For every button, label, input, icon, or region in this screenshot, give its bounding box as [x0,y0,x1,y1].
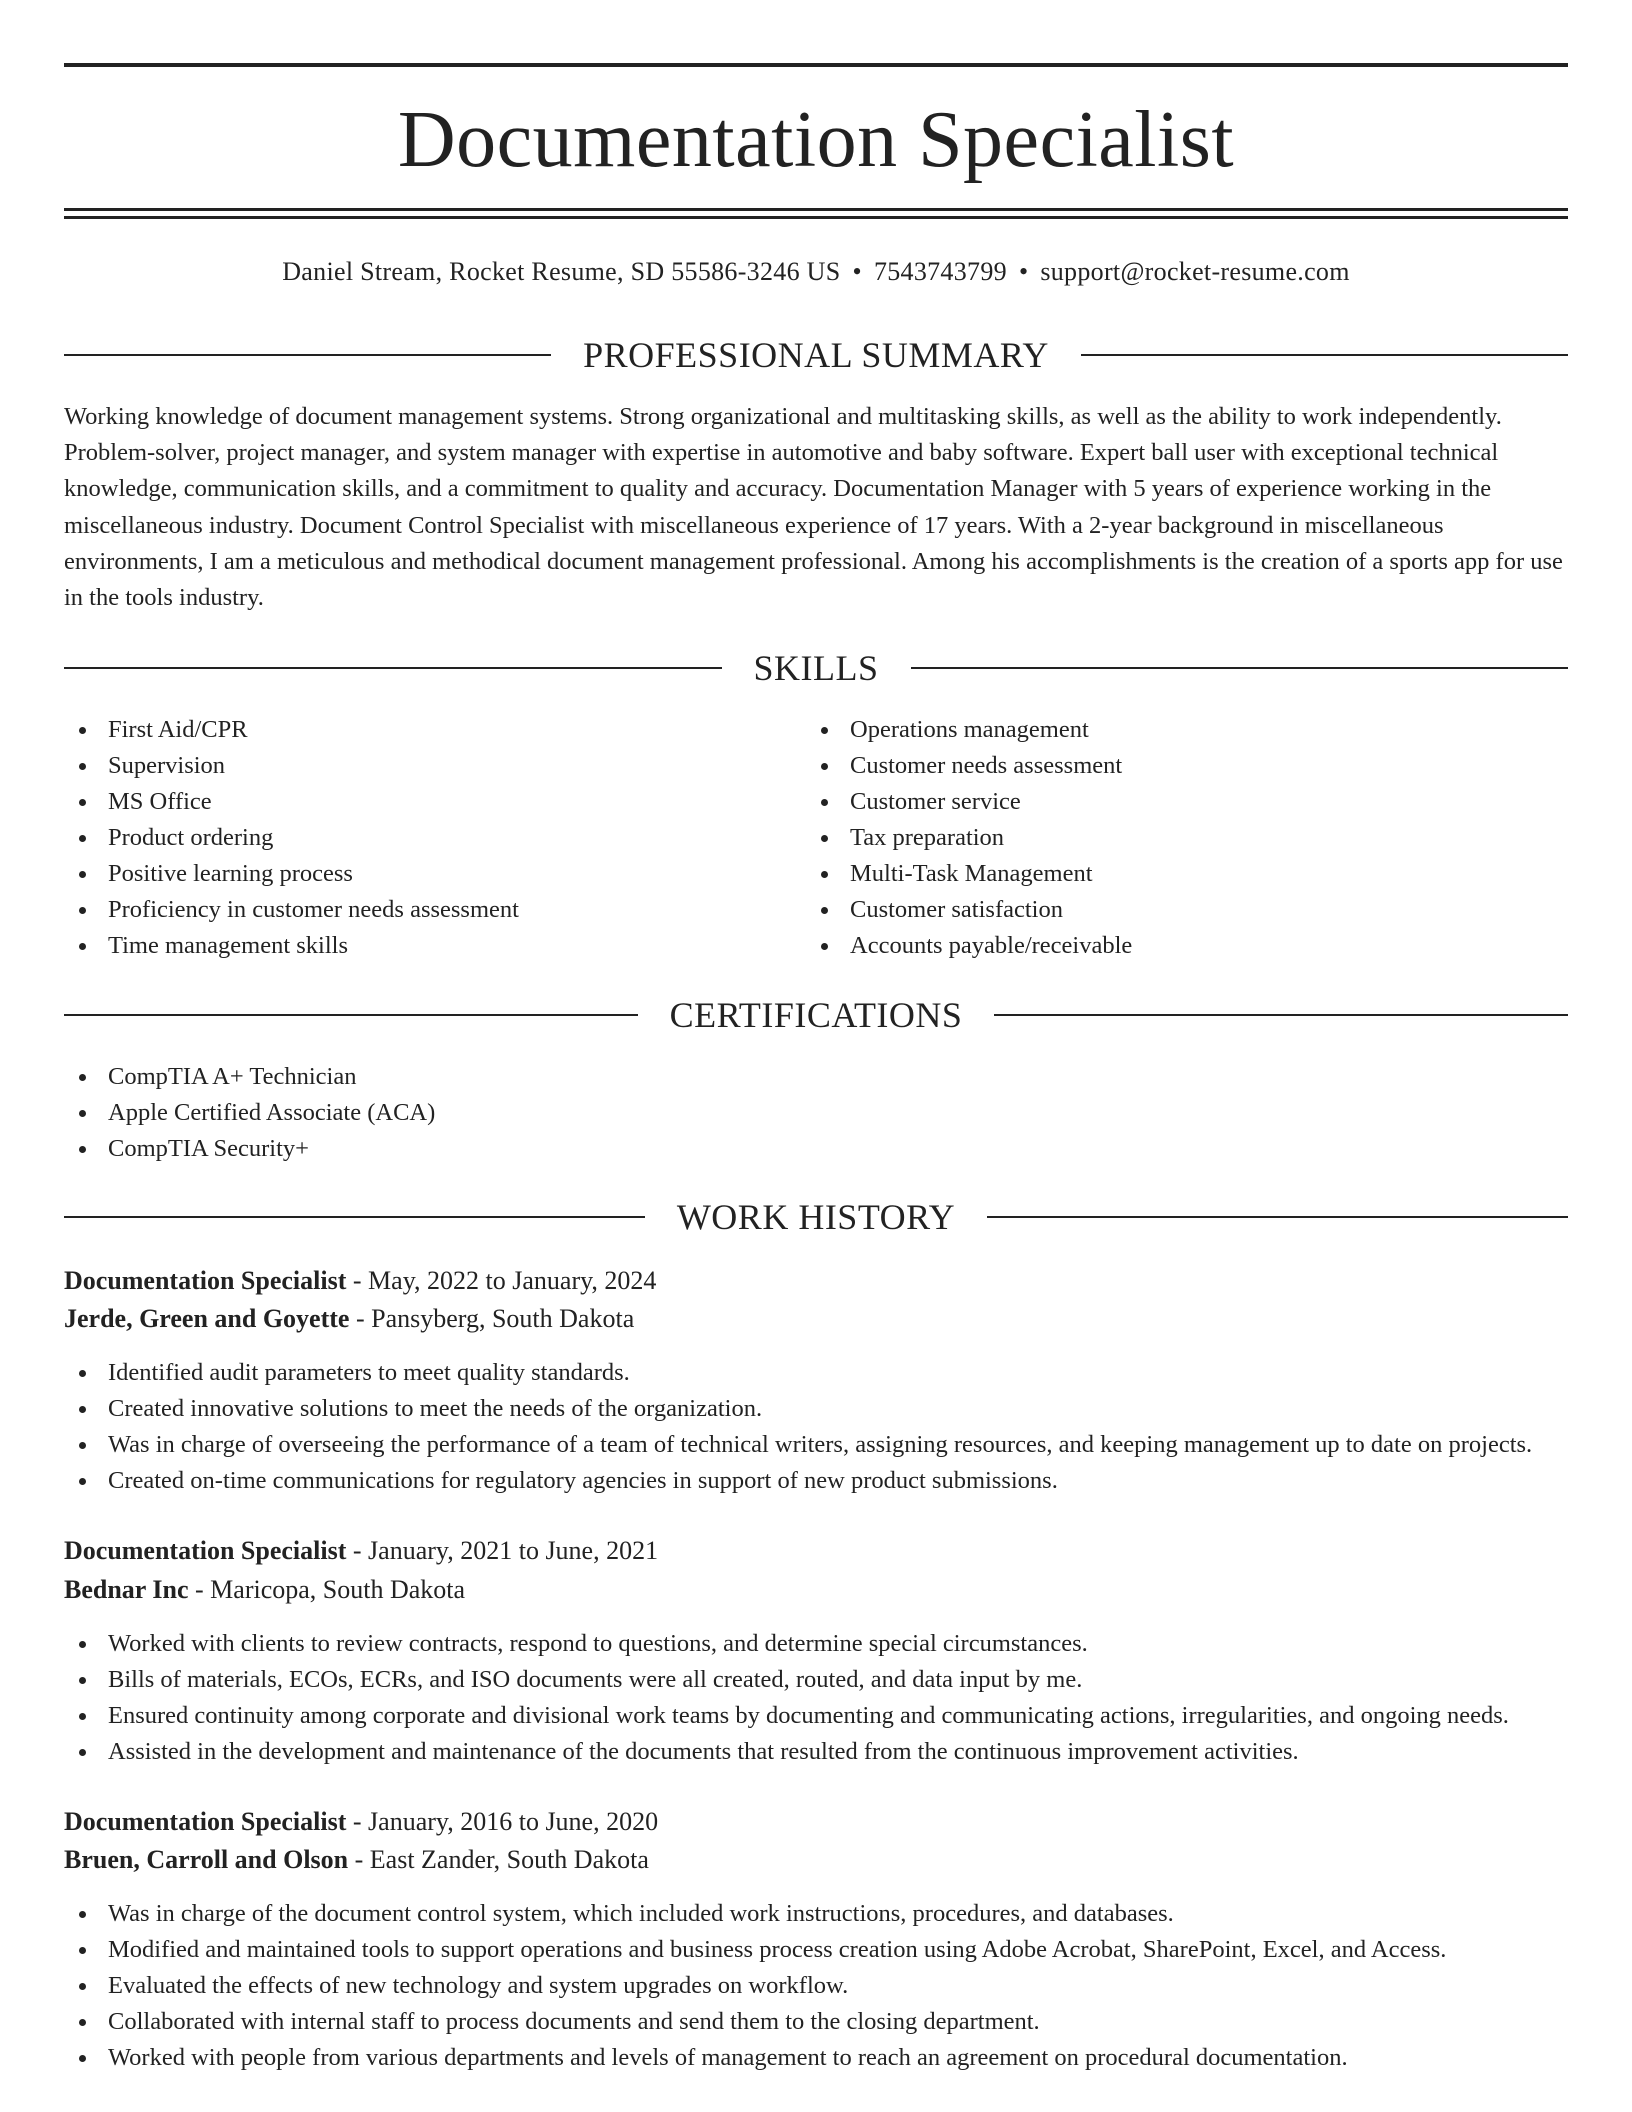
list-item: First Aid/CPR [64,712,764,748]
list-item: Created on-time communications for regulatory agencies in support of new product submissions. [64,1463,1604,1499]
job-duties-list [64,1355,1604,1499]
job-title: Documentation Specialist [64,1536,347,1565]
contact-line [64,254,1568,290]
section-rule [64,1216,645,1218]
job-company-line [64,1841,649,1879]
list-item: Collaborated with internal staff to process documents and send them to the closing department. [64,2004,1604,2040]
summary-text: Working knowledge of document management systems. Strong organizational and multitasking skills, as well as the ability to work independently. Problem-solver, project manager, and system manager with expertise in automotive and baby software. Expert ball user with exceptional technical knowledge, communication skills, and a commitment to quality and accuracy. Documentation Manager with 5 years of experience working in the miscellaneous industry. Document Control Specialist with miscellaneous experience of 17 years. With a 2-year background in miscellaneous environments, I am a meticulous and methodical document management professional. Among his accomplishments is the creation of a sports app for use in the tools industry. [64,403,1563,612]
contact-phone: 7543743799 [873,257,1007,286]
list-item: Bills of materials, ECOs, ECRs, and ISO documents were all created, routed, and data input by me. [64,1662,1604,1698]
list-item: Tax preparation [806,820,1506,856]
list-item: Was in charge of the document control system, which included work instructions, procedures, and databases. [64,1896,1604,1932]
section-heading-certifications [64,990,1568,1040]
job-company: Bruen, Carroll and Olson [64,1845,349,1874]
section-rule [994,1014,1568,1016]
contact-separator: • [852,257,862,286]
section-rule [64,667,722,669]
job-company: Jerde, Green and Goyette [64,1304,350,1333]
job-title-line [64,1803,658,1841]
list-item: Accounts payable/receivable [806,928,1506,964]
section-title: WORK HISTORY [676,1197,956,1237]
list-item: Operations management [806,712,1506,748]
header-bottom-rule [64,208,1568,211]
job-title: Documentation Specialist [64,1807,347,1836]
list-item: Evaluated the effects of new technology and system upgrades on workflow. [64,1968,1604,2004]
contact-email: support@rocket-resume.com [1040,257,1350,286]
list-item: Supervision [64,748,764,784]
job-title: Documentation Specialist [64,1266,347,1295]
job-location: - East Zander, South Dakota [348,1845,649,1874]
job-location: - Maricopa, South Dakota [188,1575,466,1604]
section-heading-work-history [64,1192,1568,1242]
section-rule [64,1014,638,1016]
list-item: Customer needs assessment [806,748,1506,784]
job-company: Bednar Inc [64,1575,189,1604]
section-title: SKILLS [753,648,879,688]
job-duties-list [64,1896,1604,2076]
section-rule [64,354,551,356]
job-dates: - May, 2022 to January, 2024 [346,1266,657,1295]
list-item: Proficiency in customer needs assessment [64,892,764,928]
list-item: Created innovative solutions to meet the needs of the organization. [64,1391,1604,1427]
list-item: Time management skills [64,928,764,964]
job-company-line [64,1300,634,1338]
job-dates: - January, 2016 to June, 2020 [346,1807,659,1836]
job-company-line [64,1571,465,1609]
section-rule [987,1216,1568,1218]
header-bottom-rule-2 [64,216,1568,219]
list-item: Multi-Task Management [806,856,1506,892]
section-heading-skills [64,643,1568,693]
job-duties-list [64,1626,1604,1770]
section-rule [911,667,1569,669]
certifications-list [64,1059,1564,1167]
page-title: Documentation Specialist [397,96,1235,184]
list-item: Modified and maintained tools to support operations and business process creation using Adobe Acrobat, SharePoint, Excel, and Access. [64,1932,1604,1968]
skills-list-right [806,712,1506,964]
list-item: CompTIA Security+ [64,1131,1564,1167]
job-title-line [64,1532,658,1570]
contact-address: Daniel Stream, Rocket Resume, SD 55586-3246 US [282,257,841,286]
contact-separator: • [1018,257,1029,286]
list-item: Assisted in the development and maintenance of the documents that resulted from the continuous improvement activities. [64,1734,1604,1770]
list-item: Product ordering [64,820,764,856]
list-item: Apple Certified Associate (ACA) [64,1095,1564,1131]
list-item: Identified audit parameters to meet quality standards. [64,1355,1604,1391]
list-item: Was in charge of overseeing the performance of a team of technical writers, assigning resources, and keeping management up to date on projects. [64,1427,1604,1463]
list-item: Worked with clients to review contracts, respond to questions, and determine special circumstances. [64,1626,1604,1662]
section-heading-summary [64,330,1568,380]
job-dates: - January, 2021 to June, 2021 [346,1536,659,1565]
job-title-line [64,1262,656,1300]
list-item: Customer satisfaction [806,892,1506,928]
list-item: Ensured continuity among corporate and divisional work teams by documenting and communicating actions, irregularities, and ongoing needs. [64,1698,1604,1734]
list-item: MS Office [64,784,764,820]
list-item: Worked with people from various departments and levels of management to reach an agreement on procedural documentation. [64,2040,1604,2076]
list-item: Customer service [806,784,1506,820]
section-title: PROFESSIONAL SUMMARY [583,335,1049,375]
header-top-rule [64,63,1568,67]
section-title: CERTIFICATIONS [669,995,963,1035]
section-rule [1081,354,1568,356]
list-item: CompTIA A+ Technician [64,1059,1564,1095]
job-location: - Pansyberg, South Dakota [349,1304,635,1333]
list-item: Positive learning process [64,856,764,892]
skills-list-left [64,712,764,964]
